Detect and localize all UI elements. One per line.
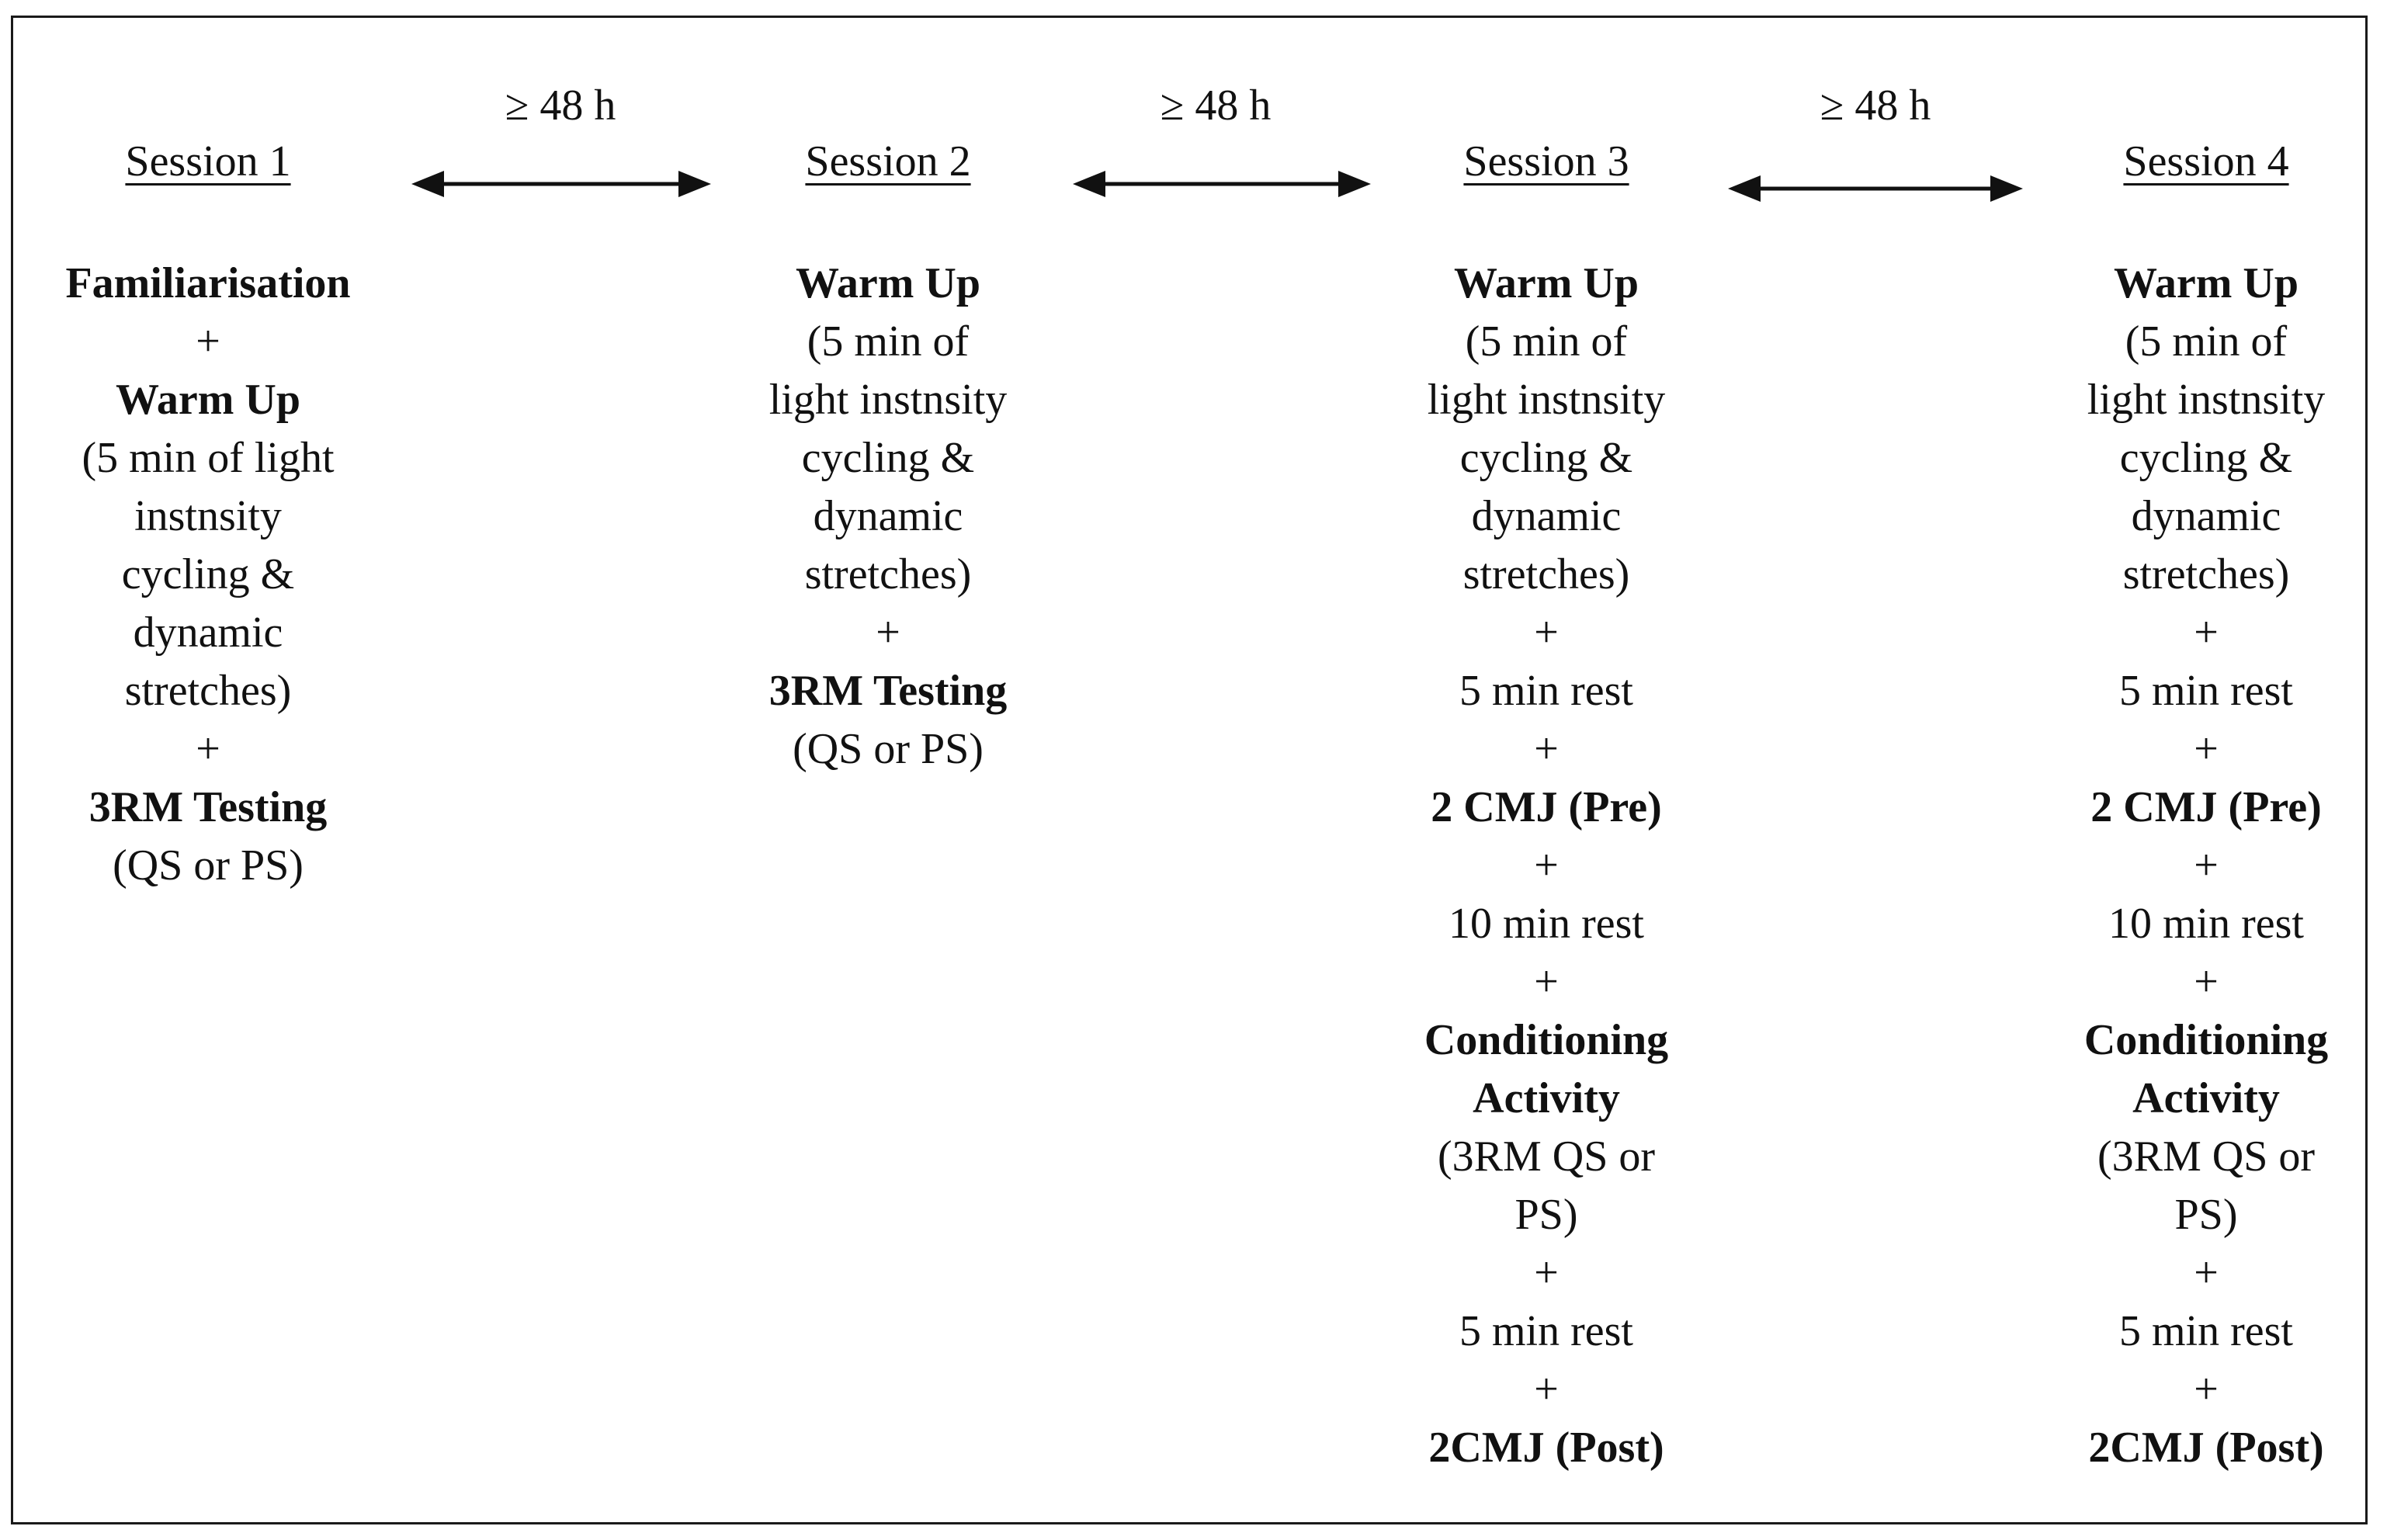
session-3-plus-sign: +	[1534, 609, 1559, 657]
session-2-step-detail: stretches)	[804, 550, 972, 598]
double-arrow-3-4	[1728, 169, 2023, 208]
session-4-step-detail: 5 min rest	[2119, 667, 2293, 715]
session-2-step-detail: (5 min of	[807, 317, 970, 366]
session-3-step-heading: Activity	[1473, 1074, 1620, 1122]
gap-label-1-2: ≥ 48 h	[505, 82, 616, 130]
session-2-title: Session 2	[805, 137, 971, 186]
session-4-title: Session 4	[2123, 137, 2289, 186]
session-3-step-detail: 10 min rest	[1449, 900, 1644, 948]
session-2-plus-sign: +	[876, 609, 900, 657]
session-4-step-detail: 10 min rest	[2108, 900, 2304, 948]
session-2-step-detail: dynamic	[813, 492, 963, 540]
session-3-step-detail: stretches)	[1462, 550, 1630, 598]
session-1-step-heading: 3RM Testing	[88, 783, 328, 831]
session-4-step-heading: Conditioning	[2083, 1016, 2329, 1064]
session-3-step-heading: 2 CMJ (Pre)	[1431, 783, 1662, 831]
session-3-step-detail: (5 min of	[1465, 317, 1628, 366]
session-4-steps	[2004, 255, 2387, 1477]
session-4-step-detail: stretches)	[2122, 550, 2290, 598]
session-1-steps	[6, 255, 410, 895]
session-1-step-detail: (QS or PS)	[113, 841, 304, 890]
double-arrow-1-2	[411, 165, 711, 203]
session-1-step-detail: stretches)	[124, 667, 292, 715]
session-4-step-detail: (5 min of	[2125, 317, 2288, 366]
session-3-plus-sign: +	[1534, 725, 1559, 773]
session-3-steps	[1344, 255, 1748, 1477]
session-3-step-detail: 5 min rest	[1459, 667, 1633, 715]
session-3-step-heading: Conditioning	[1424, 1016, 1669, 1064]
session-4-step-heading: Warm Up	[2114, 259, 2299, 307]
session-2-step-detail: cycling &	[801, 434, 975, 482]
session-3-step-detail: PS)	[1514, 1191, 1578, 1239]
session-1-step-detail: cycling &	[121, 550, 295, 598]
session-1-title: Session 1	[125, 137, 291, 186]
session-4-step-detail: cycling &	[2119, 434, 2293, 482]
session-4-step-heading: 2 CMJ (Pre)	[2090, 783, 2322, 831]
session-4-step-detail: (3RM QS or	[2097, 1132, 2316, 1181]
session-1-step-detail: instnsity	[134, 492, 282, 540]
session-3-title: Session 3	[1463, 137, 1629, 186]
session-3-step-heading: 2CMJ (Post)	[1428, 1424, 1664, 1472]
session-4-plus-sign: +	[2194, 841, 2219, 890]
session-3-plus-sign: +	[1534, 841, 1559, 890]
session-3-plus-sign: +	[1534, 1365, 1559, 1413]
gap-label-2-3: ≥ 48 h	[1160, 82, 1272, 130]
session-4-step-detail: dynamic	[2131, 492, 2281, 540]
session-1-step-heading: Familiarisation	[65, 259, 351, 307]
session-4-plus-sign: +	[2194, 1249, 2219, 1297]
double-arrow-2-3	[1073, 165, 1371, 203]
session-2-step-heading: Warm Up	[796, 259, 980, 307]
session-2-step-detail: (QS or PS)	[793, 725, 984, 773]
session-3-step-detail: light instnsity	[1427, 376, 1666, 424]
session-1-step-detail: dynamic	[133, 609, 283, 657]
session-3-step-detail: 5 min rest	[1459, 1307, 1633, 1355]
session-1-plus-sign: +	[196, 725, 220, 773]
session-1-step-detail: (5 min of light	[82, 434, 335, 482]
session-4-plus-sign: +	[2194, 1365, 2219, 1413]
session-2-step-detail: light instnsity	[768, 376, 1008, 424]
session-3-plus-sign: +	[1534, 1249, 1559, 1297]
session-3-step-detail: (3RM QS or	[1437, 1132, 1656, 1181]
session-4-step-heading: 2CMJ (Post)	[2088, 1424, 2324, 1472]
session-4-plus-sign: +	[2194, 958, 2219, 1006]
session-4-plus-sign: +	[2194, 725, 2219, 773]
session-3-step-heading: Warm Up	[1454, 259, 1639, 307]
session-1-plus-sign: +	[196, 317, 220, 366]
session-2-steps	[686, 255, 1090, 779]
session-4-step-heading: Activity	[2132, 1074, 2280, 1122]
session-4-plus-sign: +	[2194, 609, 2219, 657]
session-4-step-detail: PS)	[2174, 1191, 2238, 1239]
session-2-step-heading: 3RM Testing	[768, 667, 1008, 715]
session-4-step-detail: 5 min rest	[2119, 1307, 2293, 1355]
session-4-step-detail: light instnsity	[2087, 376, 2326, 424]
session-3-step-detail: dynamic	[1471, 492, 1622, 540]
gap-label-3-4: ≥ 48 h	[1820, 82, 1931, 130]
session-1-step-heading: Warm Up	[116, 376, 300, 424]
session-3-plus-sign: +	[1534, 958, 1559, 1006]
session-3-step-detail: cycling &	[1459, 434, 1633, 482]
